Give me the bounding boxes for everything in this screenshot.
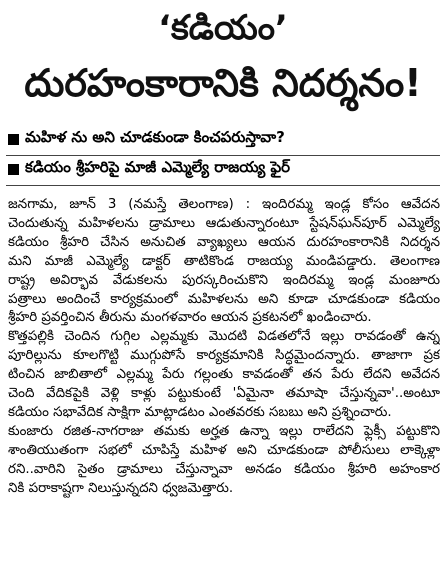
divider xyxy=(6,185,440,186)
body-line: చెంది వేదికపైకి వెళ్లి కాళ్లు పట్టుకుంటే 'ఏమైనా తమాషా చేస్తున్నవా'..అంటూ xyxy=(8,386,440,402)
body-line: నికి పరాకాష్టగా నిలుస్తున్నదని ధ్వజమెత్తారు. xyxy=(8,480,234,496)
article-body xyxy=(8,196,440,499)
body-line: మని మాజీ ఎమ్మెల్యే డాక్టర్ తాటికొండ రాజయ్య మండిపడ్డారు. తెలంగాణ xyxy=(8,253,440,269)
body-line: రాష్ట్ర అవిర్భావ వేడుకలను పురస్కరించుకొని ఇందిరమ్మ ఇండ్ల మంజూరు xyxy=(8,272,440,288)
bullet-text: మహిళ ను అని చూడకుండా కించపరుస్తావా? xyxy=(25,128,285,146)
body-line: శాంతియుతంగా సభలో చూపిస్తే మహిళ అని చూడకుండా పోలీసులు లాక్కెళ్లా xyxy=(8,442,440,458)
body-line: కడియం సభావేదిక సాక్షిగా మాట్లాడటం ఎంతవరకు సబబు అని ప్రశ్నించారు. xyxy=(8,404,392,420)
bullet-item xyxy=(8,156,440,182)
body-line: పత్రాలు అందించే కార్యక్రమంలో మహిళలను అని కూడా చూడకుండా కడియం xyxy=(8,291,440,307)
divider xyxy=(6,155,440,156)
square-bullet-icon xyxy=(8,134,19,145)
body-line: కుంజారు రజిత-నాగరాజు తమకు అర్హత ఉన్నా ఇల్లు రాలేదని ఫ్లెక్సీ పట్టుకొని xyxy=(8,423,440,439)
headline-line-2: దురహంకారానికి నిదర్శనం! xyxy=(24,61,422,105)
square-bullet-icon xyxy=(8,164,19,175)
body-line: కొత్తపల్లికి చెందిన గుగ్గిల ఎల్లమ్మకు మొదటి విడతలోనే ఇల్లు రావడంతో ఉన్న xyxy=(8,329,440,345)
body-line: రని..వారిని సైతం డ్రామాలు చేస్తున్నావా అనడం కడియం శ్రీహరి అహంకార xyxy=(8,461,440,477)
body-line: జనగామ, జూన్ 3 (నమస్తే తెలంగాణ) : ఇందిరమ్మ ఇండ్ల కోసం ఆవేదన xyxy=(8,197,440,212)
headline-line-1: ‘కడియం’ xyxy=(158,8,288,48)
body-line: టించిన జాబితాలో ఎల్లమ్మ పేరు గల్లంతు కావడంతో తన పేరు లేదని అవేదన xyxy=(8,367,440,383)
body-line: కడియం శ్రీహరి చేసిన అనుచిత వ్యాఖ్యలు ఆయన దురహంకారానికి నిదర్శన xyxy=(8,234,440,250)
bullet-points xyxy=(8,126,440,186)
bullet-item xyxy=(8,126,440,152)
body-line: శ్రీహరి ప్రవర్తించిన తీరును మంగళవారం ఆయన ప్రకటనలో ఖండించారు. xyxy=(8,310,372,326)
body-line: పూరిల్లును కూలగొట్టి ముగ్గుపోసే కార్యక్రమానికి సిద్ధమైందన్నారు. తాజాగా ప్రక xyxy=(8,348,440,364)
body-line: చెందుతున్న మహిళలను డ్రామాలు ఆడుతున్నారంటూ స్టేషన్‌ఘన్‌పూర్ ఎమ్మెల్యే xyxy=(8,215,440,231)
bullet-text: కడియం శ్రీహరిపై మాజీ ఎమ్మెల్యే రాజయ్య ఫైర్ xyxy=(25,158,291,176)
